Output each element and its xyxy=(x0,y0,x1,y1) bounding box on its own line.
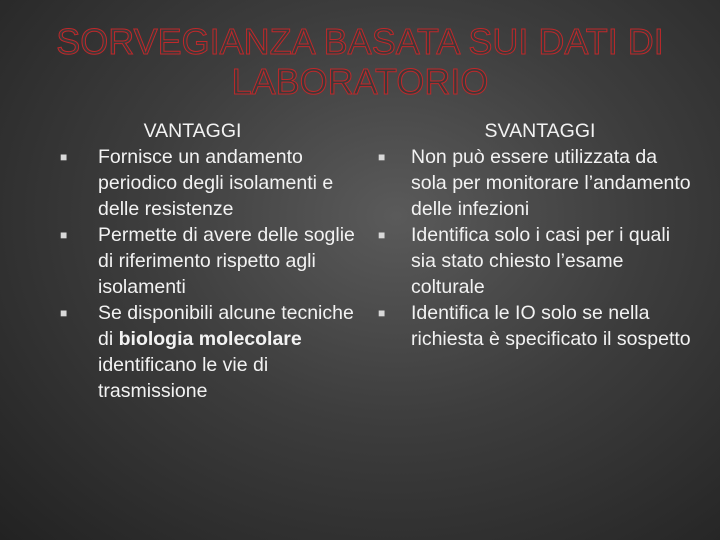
list-item-text: Permette di avere delle soglie di riferimento rispetto agli isolamenti xyxy=(98,224,355,298)
list-item-text: Fornisce un andamento periodico degli isolamenti e delle resistenze xyxy=(98,146,334,220)
list-item-text: Identifica solo i casi per i quali sia stato chiesto l’esame colturale xyxy=(411,224,671,298)
disadvantages-list xyxy=(378,144,696,352)
square-bullet-icon: ■ xyxy=(60,306,68,320)
list-item-bold-text: biologia molecolare xyxy=(118,328,302,350)
square-bullet-icon: ■ xyxy=(60,228,68,242)
square-bullet-icon: ■ xyxy=(378,150,386,164)
square-bullet-icon: ■ xyxy=(60,150,68,164)
advantages-list xyxy=(60,144,355,404)
slide-title: SORVEGIANZA BASATA SUI DATI DI LABORATORIO xyxy=(56,21,664,102)
list-item xyxy=(60,144,355,222)
list-item-text: Se disponibili alcune tecniche di xyxy=(98,302,354,350)
list-item xyxy=(60,222,355,300)
advantages-column xyxy=(60,118,355,404)
advantages-heading: VANTAGGI xyxy=(143,120,242,142)
square-bullet-icon: ■ xyxy=(378,228,386,242)
square-bullet-icon: ■ xyxy=(378,306,386,320)
disadvantages-heading: SVANTAGGI xyxy=(484,120,596,142)
list-item xyxy=(378,300,696,352)
list-item xyxy=(378,222,696,300)
list-item-text: Non può essere utilizzata da sola per monitorare l’andamento delle infezioni xyxy=(411,146,691,220)
list-item xyxy=(60,300,355,404)
list-item-text: identificano le vie di trasmissione xyxy=(98,354,269,402)
list-item xyxy=(378,144,696,222)
disadvantages-column xyxy=(378,118,696,352)
list-item-text: Identifica le IO solo se nella richiesta è specificato il sospetto xyxy=(411,302,691,350)
